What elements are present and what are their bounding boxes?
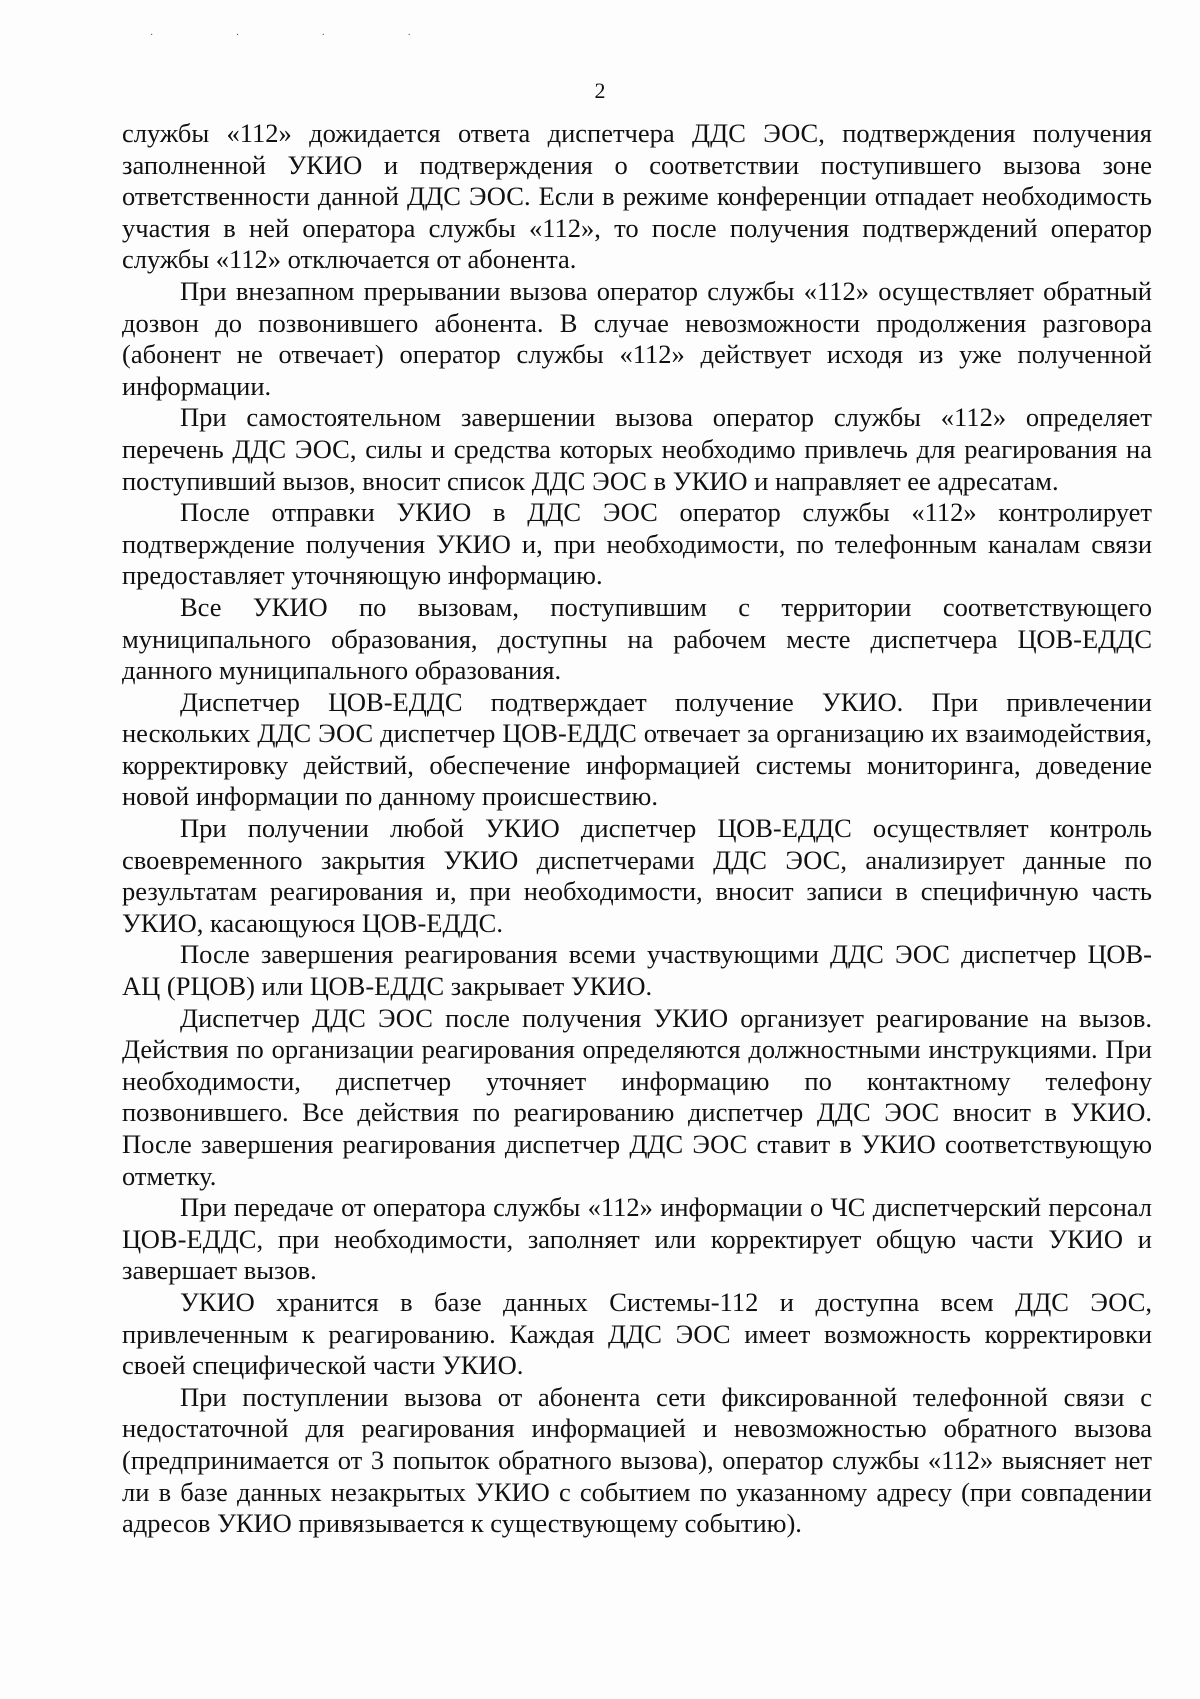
- page-number: 2: [594, 78, 606, 103]
- paragraph-6: Диспетчер ЦОВ-ЕДДС подтверждает получение УКИО. При привлечении нескольких ДДС ЭОС диспетчер ЦОВ-ЕДДС отвечает за организацию их взаимодействия, корректировку действий, обеспечение информацией системы мониторинга, доведение новой информации по данному происшествию.: [122, 686, 1152, 812]
- paragraph-1: службы «112» дожидается ответа диспетчера ДДС ЭОС, подтверждения получения заполненной УКИО и подтверждения о соответствии поступившего вызова зоне ответственности данной ДДС ЭОС. Если в режиме конференции отпадает необходимость участия в ней оператора службы «112», то после получения подтверждений оператор службы «112» отключается от абонента.: [122, 118, 1152, 275]
- paragraph-3: При самостоятельном завершении вызова оператор службы «112» определяет перечень ДДС ЭОС, силы и средства которых необходимо привлечь для реагирования на поступивший вызов, вносит список ДДС ЭОС в УКИО и направляет ее адресатам.: [122, 402, 1152, 496]
- paragraph-5: Все УКИО по вызовам, поступившим с территории соответствующего муниципального образования, доступны на рабочем месте диспетчера ЦОВ-ЕДДС данного муниципального образования.: [122, 591, 1152, 686]
- paragraph-8: После завершения реагирования всеми участвующими ДДС ЭОС диспетчер ЦОВ-АЦ (РЦОВ) или ЦОВ-ЕДДС закрывает УКИО.: [122, 939, 1152, 1002]
- paragraph-4: После отправки УКИО в ДДС ЭОС оператор службы «112» контролирует подтверждение получения УКИО и, при необходимости, по телефонным каналам связи предоставляет уточняющую информацию.: [122, 497, 1152, 591]
- paragraph-2: При внезапном прерывании вызова оператор службы «112» осуществляет обратный дозвон до позвонившего абонента. В случае невозможности продолжения разговора (абонент не отвечает) оператор службы «112» действует исходя из уже полученной информации.: [122, 275, 1152, 401]
- paragraph-12: При поступлении вызова от абонента сети фиксированной телефонной связи с недостаточной для реагирования информацией и невозможностью обратного вызова (предпринимается от 3 попыток обратного вызова), оператор службы «112» выясняет нет ли в базе данных незакрытых УКИО с событием по указанному адресу (при совпадении адресов УКИО привязывается к существующему событию).: [122, 1381, 1152, 1539]
- scan-artifact-dots: · · · ·: [150, 30, 451, 41]
- paragraph-11: УКИО хранится в базе данных Системы-112 и доступна всем ДДС ЭОС, привлеченным к реагированию. Каждая ДДС ЭОС имеет возможность корректировки своей специфической части УКИО.: [122, 1286, 1152, 1381]
- document-body: [122, 118, 1152, 1540]
- paragraph-9: Диспетчер ДДС ЭОС после получения УКИО организует реагирование на вызов. Действия по организации реагирования определяются должностными инструкциями. При необходимости, диспетчер уточняет информацию по контактному телефону позвонившего. Все действия по реагированию диспетчер ДДС ЭОС вносит в УКИО. После завершения реагирования диспетчер ДДС ЭОС ставит в УКИО соответствующую отметку.: [122, 1002, 1152, 1191]
- paragraph-7: При получении любой УКИО диспетчер ЦОВ-ЕДДС осуществляет контроль своевременного закрытия УКИО диспетчерами ДДС ЭОС, анализирует данные по результатам реагирования и, при необходимости, вносит записи в специфичную часть УКИО, касающуюся ЦОВ-ЕДДС.: [122, 813, 1152, 938]
- paragraph-10: При передаче от оператора службы «112» информации о ЧС диспетчерский персонал ЦОВ-ЕДДС, при необходимости, заполняет или корректирует общую части УКИО и завершает вызов.: [122, 1192, 1152, 1286]
